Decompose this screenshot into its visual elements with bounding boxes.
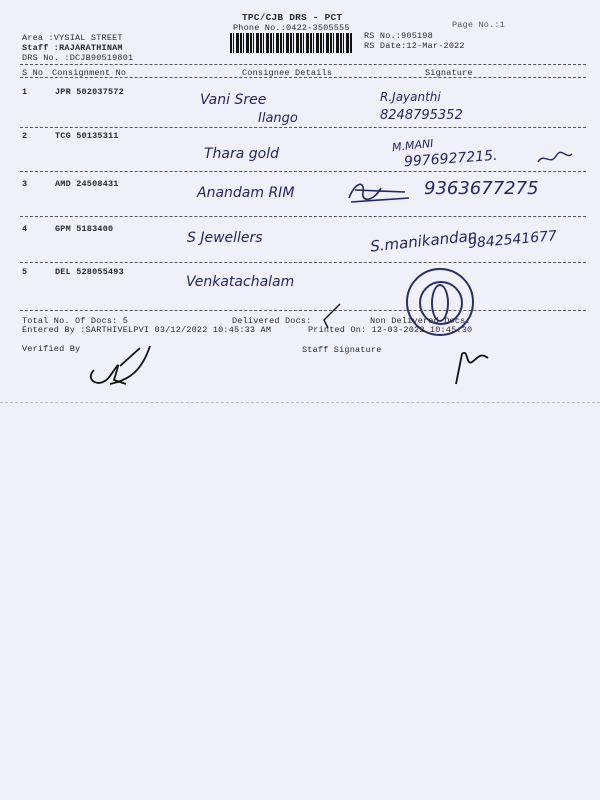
signature-scribble xyxy=(345,178,415,206)
row-sno: 3 xyxy=(22,179,28,189)
row-sno: 5 xyxy=(22,267,28,277)
consignment-number: TCG 50135311 xyxy=(55,131,119,141)
consignment-number: AMD 24508431 xyxy=(55,179,119,189)
non-delivered-docs: Non Delivered Docs: xyxy=(370,316,471,326)
row-sno: 4 xyxy=(22,224,28,234)
divider xyxy=(20,262,586,263)
consignee-handwriting: Thara gold xyxy=(204,146,280,162)
phone-number: Phone No.:0422-3505555 xyxy=(233,23,350,33)
divider xyxy=(20,171,586,172)
col-signature: Signature xyxy=(425,68,473,78)
staff-signature xyxy=(448,344,498,389)
divider xyxy=(20,64,586,65)
divider xyxy=(20,127,586,128)
consignment-number: DEL 528055493 xyxy=(55,267,124,277)
signature-handwriting: R.Jayanthi xyxy=(380,90,441,104)
consignee-handwriting: Ilango xyxy=(258,111,298,126)
verifier-signature xyxy=(80,340,160,395)
staff-signature-label: Staff Signature xyxy=(302,345,382,355)
consignee-handwriting: Venkatachalam xyxy=(186,274,295,290)
rs-number: RS No.:905198 xyxy=(364,31,433,41)
page-number: Page No.:1 xyxy=(452,20,506,30)
col-consignee: Consignee Details xyxy=(242,68,333,78)
signature-phone: 9363677275 xyxy=(424,178,539,199)
consignment-number: JPR 502037572 xyxy=(55,87,124,97)
delivered-docs: Delivered Docs: xyxy=(232,316,312,326)
signature-phone: 9976927215. xyxy=(403,147,498,171)
drs-number: DRS No. :DCJB90519801 xyxy=(22,53,134,63)
printed-on: Printed On: 12-03-2022 10:45:30 xyxy=(308,325,473,335)
consignee-handwriting: S Jewellers xyxy=(187,230,263,246)
verified-by-label: Verified By xyxy=(22,344,81,354)
barcode xyxy=(230,33,352,53)
signature-handwriting: S.manikandan xyxy=(369,226,479,256)
row-sno: 1 xyxy=(22,87,28,97)
consignee-handwriting: Anandam RIM xyxy=(197,185,295,201)
scan-artifact-line xyxy=(0,402,600,403)
total-docs: Total No. Of Docs: 5 xyxy=(22,316,129,326)
rs-date: RS Date:12-Mar-2022 xyxy=(364,41,465,51)
divider xyxy=(20,77,586,78)
divider xyxy=(20,216,586,217)
document-title: TPC/CJB DRS - PCT xyxy=(242,12,343,23)
consignee-handwriting: Vani Sree xyxy=(200,92,267,108)
entered-by: Entered By :SARTHIVELPVI 03/12/2022 10:45:33 AM xyxy=(22,325,272,335)
divider xyxy=(20,310,586,311)
signature-scribble xyxy=(536,148,576,170)
signature-handwriting: M.MANI xyxy=(391,136,435,155)
staff-field: Staff :RAJARATHINAM xyxy=(22,43,123,53)
signature-phone: 8248795352 xyxy=(380,108,463,123)
row-sno: 2 xyxy=(22,131,28,141)
col-consignment: Consignment No xyxy=(52,68,127,78)
signature-phone: 9842541677 xyxy=(467,228,558,252)
col-sno: S No xyxy=(22,68,44,78)
tick-mark xyxy=(322,302,352,332)
area-field: Area :VYSIAL STREET xyxy=(22,33,123,43)
consignment-number: GPM 5183400 xyxy=(55,224,114,234)
